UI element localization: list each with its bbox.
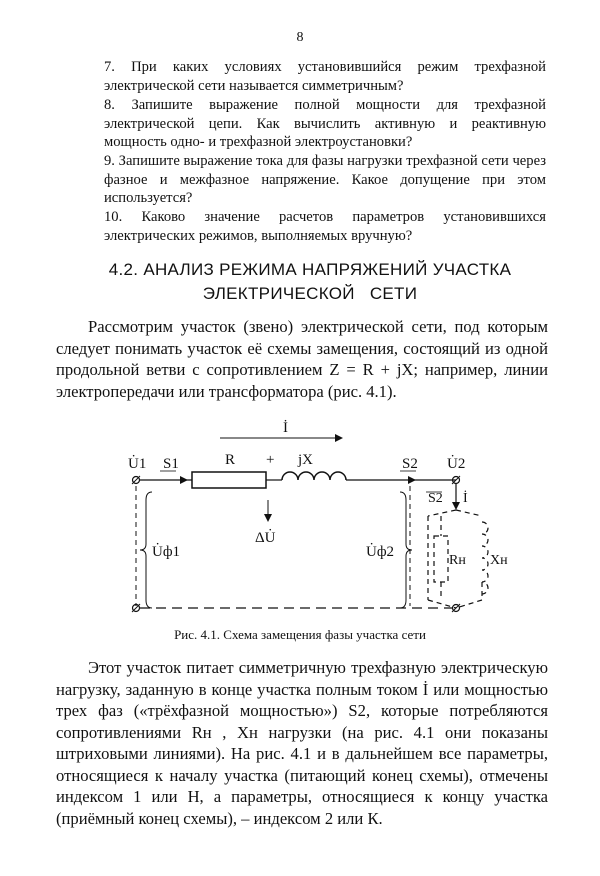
current-label: İ <box>283 420 288 436</box>
s1-label: S1 <box>163 456 179 472</box>
s2-arrow <box>408 476 416 484</box>
s2-label: S2 <box>402 456 418 472</box>
question-8: 8. Запишите выражение полной мощности для трехфазной электрической цепи. Как вычислить активную и реактивную мощность одно- и трехфазной электроустановки? <box>104 97 546 151</box>
load-current-arrow <box>452 502 460 510</box>
current-arrow-head <box>335 434 343 442</box>
delta-u-label: ΔU̇ <box>255 530 276 546</box>
u-f2-label: U̇ф2 <box>366 544 395 560</box>
plus-label: + <box>266 452 275 468</box>
jx-label: jX <box>298 452 313 468</box>
question-7: 7. При каких условиях установившийся режим трехфазной электрической сети называется симметричным? <box>104 59 546 94</box>
section-heading <box>60 258 560 306</box>
i-load-label: İ <box>463 491 468 506</box>
u-f1-label: U̇ф1 <box>152 544 181 560</box>
resistor-r <box>192 472 266 488</box>
left-brace <box>140 492 152 608</box>
s2-load-label: S2 <box>428 491 443 506</box>
inductor-x <box>282 472 346 480</box>
question-10: 10. Каково значение расчетов параметров установившихся электрических режимов, выполняемых вручную? <box>104 209 546 244</box>
r-label: R <box>225 452 236 468</box>
question-9: 9. Запишите выражение тока для фазы нагрузки трехфазной сети через фазное и межфазное напряжение. Какое допущение при этом используется? <box>104 153 546 207</box>
circuit-diagram <box>0 410 600 620</box>
body-paragraph: Этот участок питает симметричную трехфазную электрическую нагрузку, заданную в конце участка полным током İ или мощностью трех фаз («трёхфазной мощностью») S2, которые потребляются сопротивлениями Rн , Xн нагрузки (на рис. 4.1 они показаны штриховыми линиями). На рис. 4.1 и в дальнейшем все параметры, относящиеся к началу участка (питающий конец схемы), отмечены индексом 1 или Н, а параметры, относящиеся к концу участка (приёмный конец схемы), – индексом 2 или К. <box>56 658 548 828</box>
s1-arrow <box>180 476 188 484</box>
section-heading-line2: ЭЛЕКТРИЧЕСКОЙ СЕТИ <box>202 284 418 303</box>
r-load-label: Rн <box>449 553 466 568</box>
x-load-label: Xн <box>490 553 508 568</box>
intro-paragraph: Рассмотрим участок (звено) электрической сети, под которым следует понимать участок её схемы замещения, состоящий из одной продольной ветви с сопротивлением Z = R + jX; например, линии электропередачи или трансформатора (рис. 4.1). <box>56 317 548 401</box>
u2-label: U̇2 <box>447 456 466 472</box>
figure-caption: Рис. 4.1. Схема замещения фазы участка сети <box>174 627 426 642</box>
right-brace <box>400 492 412 608</box>
page-number: 8 <box>296 30 304 45</box>
u1-label: U̇1 <box>128 456 147 472</box>
section-heading-line1: 4.2. АНАЛИЗ РЕЖИМА НАПРЯЖЕНИЙ УЧАСТКА <box>108 260 512 279</box>
